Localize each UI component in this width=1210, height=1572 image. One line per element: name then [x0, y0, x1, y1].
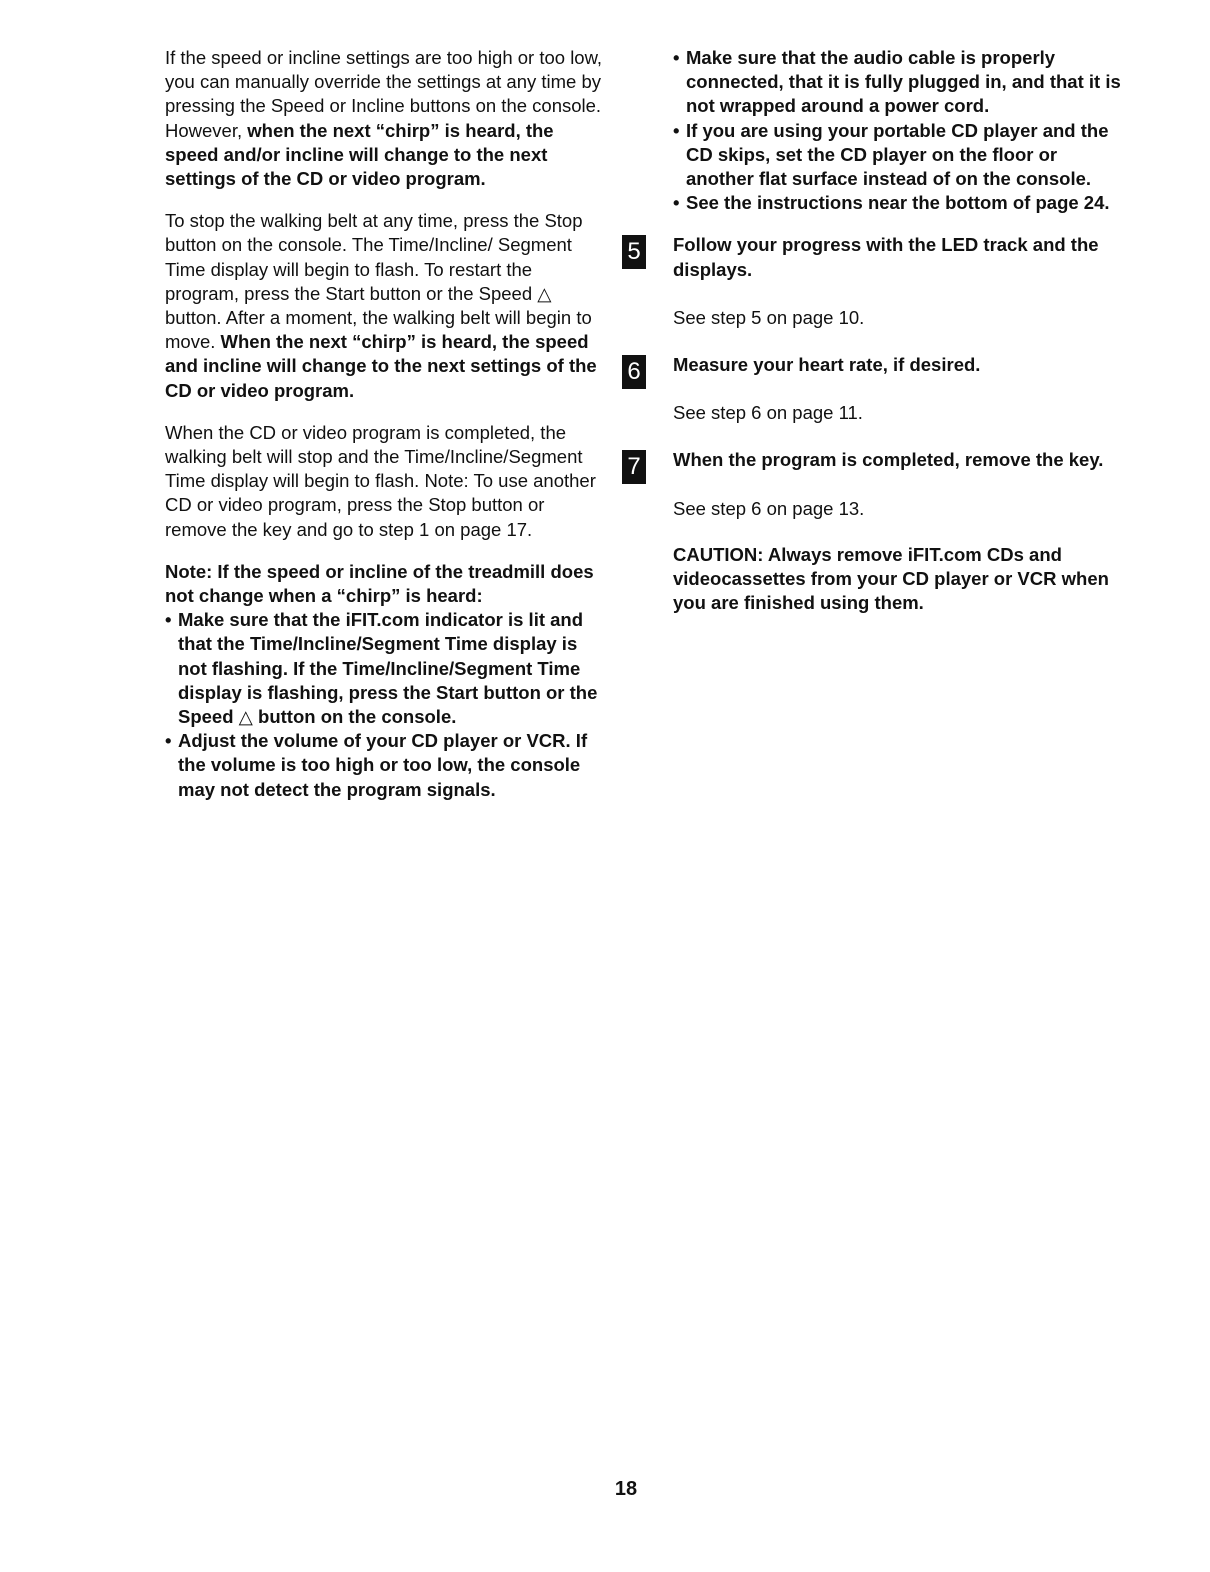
paragraph-completed: When the CD or video program is completed, the walking belt will stop and the Time/Incline/Segment Time display will begin to flash. Note: To use another CD or video program, press the Stop button or remove the key and go to step 1 on page 17.: [165, 421, 596, 540]
step-number-badge: 7: [622, 450, 646, 484]
bullet-text: Make sure that the iFIT.com indicator is lit and that the Time/Incline/Segment Time display is not flashing. If the Time/Incline/Segment Time display is flashing, press the Start button or the Speed △ button on the console.: [178, 609, 598, 728]
bullet-text: Make sure that the audio cable is properly connected, that it is fully plugged in, and that it is not wrapped around a power cord.: [686, 47, 1121, 117]
note-heading: [165, 560, 610, 608]
bullet-text: See the instructions near the bottom of page 24.: [686, 192, 1110, 214]
bullet-dot: •: [165, 609, 172, 631]
paragraph-override-text: If the speed or incline settings are too high or too low, you can manually override the settings at any time by pressing the Speed or Incline buttons on the console. However,: [165, 47, 603, 141]
step-number-badge: 5: [622, 235, 646, 269]
bullet-item: [673, 191, 1122, 215]
paragraph-stop: [165, 209, 610, 403]
step-5: [622, 233, 1122, 330]
bullet-dot: •: [673, 119, 680, 141]
step-6: [622, 353, 1122, 425]
paragraph-stop-bold: When the next “chirp” is heard, the speed and incline will change to the next settings of the CD or video program.: [165, 331, 597, 401]
paragraph-override: [165, 46, 610, 191]
step-7: [622, 448, 1122, 520]
caution-note: CAUTION: Always remove iFIT.com CDs and videocassettes from your CD player or VCR when you are finished using them.: [673, 543, 1109, 614]
bullet-text: If you are using your portable CD player and the CD skips, set the CD player on the floor or another flat surface instead of on the console.: [686, 119, 1109, 190]
step-title: When the program is completed, remove the key.: [673, 449, 1104, 471]
page-number: 18: [614, 1478, 638, 1500]
bullet-dot: •: [673, 192, 680, 214]
right-column: [622, 46, 1122, 615]
step-number-badge: 6: [622, 355, 646, 389]
bullet-item: [673, 119, 1122, 192]
bullet-dot: •: [673, 47, 680, 68]
step-text: See step 5 on page 10.: [673, 306, 865, 328]
bullet-item: [165, 608, 610, 729]
step-text: See step 6 on page 11.: [673, 402, 863, 424]
bullet-text: Adjust the volume of your CD player or VCR. If the volume is too high or too low, the console may not detect the program signals.: [178, 730, 588, 800]
step-title: Measure your heart rate, if desired.: [673, 354, 981, 376]
bullet-item: [165, 729, 610, 802]
note-heading-text: Note: If the speed or incline of the treadmill does not change when a “chirp” is heard:: [165, 560, 594, 607]
bullet-item: [673, 46, 1122, 119]
step-text: See step 6 on page 13.: [673, 497, 865, 519]
paragraph-stop-text: To stop the walking belt at any time, press the Stop button on the console. The Time/Incline/ Segment Time display will begin to flash. To restart the program, press the Start button or the Speed △ button. After a moment, the walking belt will begin to move.: [165, 210, 592, 353]
left-column: [165, 46, 610, 802]
paragraph-override-bold: when the next “chirp” is heard, the speed and/or incline will change to the next settings of the CD or video program.: [165, 119, 554, 190]
right-bullets: [622, 46, 1122, 215]
bullet-dot: •: [165, 730, 172, 752]
step-title: Follow your progress with the LED track and the displays.: [673, 234, 1099, 280]
